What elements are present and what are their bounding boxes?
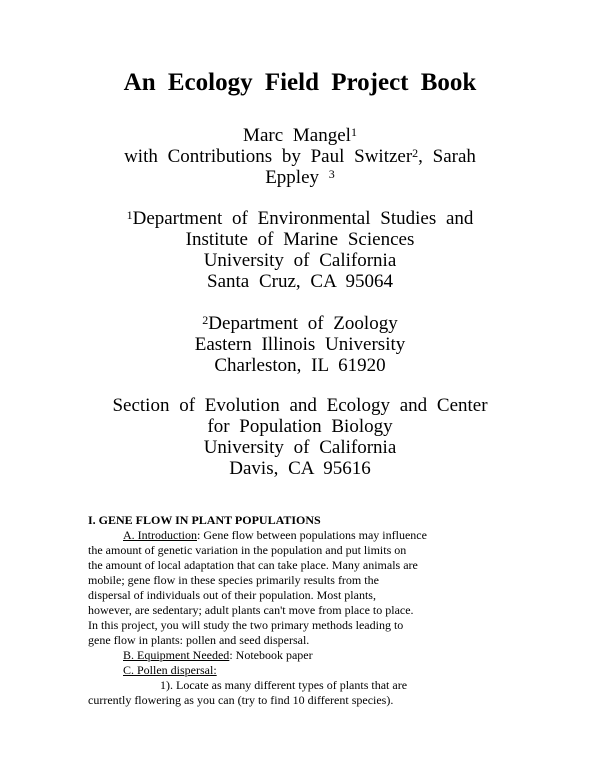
contributor-name: Eppley	[265, 167, 320, 188]
author-line-2	[0, 146, 600, 167]
affiliation-line: Santa Cruz, CA 95064	[207, 271, 393, 292]
affiliation-1	[0, 208, 600, 292]
footnote-marker: 2	[412, 146, 419, 160]
affiliation-3	[0, 395, 600, 479]
affiliation-line: Charleston, IL 61920	[214, 355, 386, 376]
step-1-line: 1). Locate as many different types of plants that are	[160, 678, 408, 692]
affiliation-line: Eastern Illinois University	[194, 334, 406, 355]
intro-label: A. Introduction	[123, 528, 197, 542]
contributors-tail: , Sarah	[418, 146, 476, 167]
affiliation-2	[0, 313, 600, 376]
section-heading: I. GENE FLOW IN PLANT POPULATIONS	[88, 513, 321, 527]
intro-paragraph-line: gene flow in plants: pollen and seed dispersal.	[88, 633, 310, 647]
author-line-3	[0, 167, 600, 188]
intro-paragraph-line: mobile; gene flow in these species primarily results from the	[88, 573, 379, 587]
footnote-marker: 1	[126, 208, 133, 222]
intro-paragraph-line: the amount of local adaptation that can take place. Many animals are	[88, 558, 418, 572]
affiliation-line: University of California	[203, 437, 397, 458]
footnote-marker: 2	[202, 313, 209, 327]
author-block	[0, 125, 600, 188]
step-1-line: currently flowering as you can (try to find 10 different species).	[88, 693, 394, 707]
intro-paragraph-line: the amount of genetic variation in the population and put limits on	[88, 543, 407, 557]
pollen-dispersal-line	[88, 663, 518, 678]
affiliation-line: $^2$Department of Zoology	[202, 313, 398, 334]
intro-paragraph-line: dispersal of individuals out of their population. Most plants,	[88, 588, 376, 602]
intro-paragraph-line: A. Introduction: Gene flow between populations may influence	[123, 528, 427, 542]
affiliation-line: Institute of Marine Sciences	[185, 229, 415, 250]
author-name: Marc Mangel	[243, 125, 351, 146]
contributors-text: with Contributions by Paul Switzer	[124, 146, 413, 167]
affiliation-line: Section of Evolution and Ecology and Center	[112, 395, 488, 416]
intro-paragraph-line: In this project, you will study the two primary methods leading to	[88, 618, 404, 632]
affiliation-line: Davis, CA 95616	[229, 458, 371, 479]
section-gene-flow	[88, 513, 518, 708]
author-line-1	[0, 125, 600, 146]
affiliation-line: $^1$Department of Environmental Studies and	[126, 208, 474, 229]
equipment-line: B. Equipment Needed: Notebook paper	[123, 648, 313, 662]
document-title: An Ecology Field Project Book	[123, 69, 477, 96]
intro-paragraph-line: however, are sedentary; adult plants can't move from place to place.	[88, 603, 414, 617]
affiliation-line: for Population Biology	[207, 416, 393, 437]
affiliation-line: University of California	[203, 250, 397, 271]
footnote-marker: 1	[350, 125, 357, 139]
equipment-label: B. Equipment Needed	[123, 648, 230, 662]
pollen-dispersal-label: C. Pollen dispersal:	[123, 663, 217, 677]
footnote-marker: 3	[328, 167, 335, 181]
